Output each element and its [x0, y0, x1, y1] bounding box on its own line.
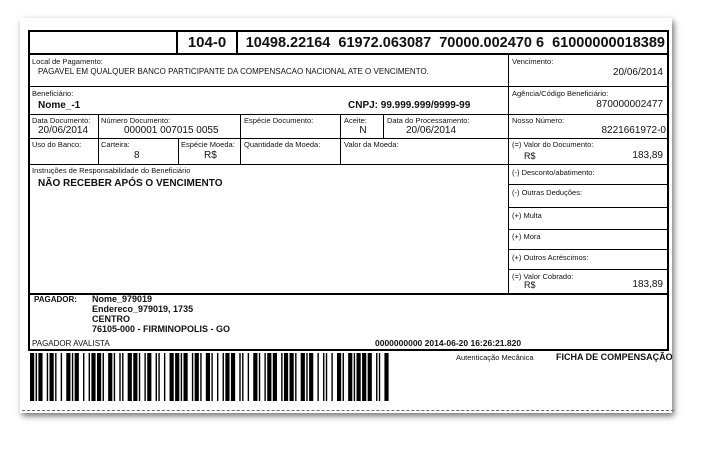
desconto-label: (-) Desconto/abatimento:: [512, 168, 595, 177]
nosso-numero-label: Nosso Número:: [512, 116, 565, 125]
outros-acrescimos-label: (+) Outros Acréscimos:: [512, 253, 589, 262]
cell-divider: [340, 138, 341, 164]
barcode: [30, 353, 390, 401]
side-divider: [508, 249, 669, 250]
row-divider: [28, 164, 669, 165]
side-divider: [508, 184, 669, 185]
cell-divider: [240, 114, 241, 138]
aceite-value: N: [359, 125, 367, 136]
row-divider: [28, 138, 669, 139]
valor-cobrado-label: (=) Valor Cobrado:: [512, 272, 574, 281]
valor-moeda-label: Valor da Moeda:: [344, 140, 399, 149]
beneficiario-cnpj: CNPJ: 99.999.999/9999-99: [348, 100, 471, 111]
valor-cobrado-value: 183,89: [632, 279, 663, 290]
cell-divider: [178, 138, 179, 164]
uso-banco-label: Uso do Banco:: [32, 140, 82, 149]
nosso-numero-value: 8221661972-0: [601, 125, 666, 136]
row-divider: [28, 114, 669, 115]
data-processamento-label: Data do Processamento:: [387, 116, 470, 125]
instrucoes-value: NÃO RECEBER APÓS O VENCIMENTO: [38, 178, 223, 189]
numero-documento-label: Número Documento:: [101, 116, 171, 125]
valor-documento-label: (=) Valor do Documento:: [512, 140, 594, 149]
bank-code: 104-0: [187, 34, 227, 51]
cell-divider: [383, 114, 384, 138]
side-divider: [508, 207, 669, 208]
agencia-label: Agência/Código Beneficiário:: [512, 89, 609, 98]
autenticacao-label: Autenticação Mecânica: [456, 353, 534, 362]
cell-divider: [98, 114, 99, 138]
especie-moeda-value: R$: [204, 150, 217, 161]
digitable-line: 10498.22164 61972.063087 70000.002470 6 61000000018389: [245, 35, 665, 51]
quantidade-moeda-label: Quantidade da Moeda:: [244, 140, 321, 149]
row-divider: [28, 86, 669, 87]
valor-documento-currency: R$: [524, 151, 536, 161]
especie-documento-label: Espécie Documento:: [244, 116, 314, 125]
data-documento-label: Data Documento:: [32, 116, 91, 125]
cut-line: [22, 410, 674, 411]
pagador-avalista-label: PAGADOR AVALISTA: [32, 339, 110, 348]
pagador-cidade: 76105-000 - FIRMINOPOLIS - GO: [92, 324, 231, 334]
pagador-endereco: Endereco_979019, 1735: [92, 304, 194, 314]
multa-label: (+) Multa: [512, 211, 542, 220]
carteira-label: Carteira:: [101, 140, 130, 149]
pagador-avalista-value: 0000000000 2014-06-20 16:26:21.820: [375, 338, 522, 348]
vencimento-label: Vencimento:: [512, 57, 554, 66]
mora-label: (+) Mora: [512, 232, 541, 241]
side-divider: [508, 229, 669, 230]
pagador-label: PAGADOR:: [34, 295, 77, 304]
header-divider: [236, 30, 238, 55]
data-documento-value: 20/06/2014: [38, 125, 89, 136]
cell-divider: [240, 138, 241, 164]
aceite-label: Aceite:: [344, 116, 367, 125]
carteira-value: 8: [134, 150, 140, 161]
pagamento-value: PAGAVEL EM QUALQUER BANCO PARTICIPANTE DA COMPENSACAO NACIONAL ATE O VENCIMENTO.: [38, 67, 429, 76]
header-divider: [176, 30, 178, 55]
especie-moeda-label: Espécie Moeda:: [181, 140, 235, 149]
beneficiario-label: Beneficiário:: [32, 89, 74, 98]
numero-documento-value: 000001 007015 0055: [124, 125, 219, 136]
instrucoes-label: Instruções de Responsabilidade do Beneficiário: [32, 166, 191, 175]
valor-cobrado-currency: R$: [524, 280, 536, 290]
cell-divider: [98, 138, 99, 164]
vencimento-value: 20/06/2014: [612, 67, 663, 78]
data-processamento-value: 20/06/2014: [406, 125, 457, 136]
pagador-bairro: CENTRO: [92, 314, 130, 324]
agencia-value: 870000002477: [596, 99, 663, 110]
pagador-nome: Nome_979019: [92, 294, 153, 304]
beneficiario-value: Nome_-1: [38, 100, 81, 111]
right-column-divider: [508, 55, 509, 294]
cell-divider: [340, 114, 341, 138]
outras-deducoes-label: (-) Outras Deduções:: [512, 188, 583, 197]
side-divider: [508, 269, 669, 270]
valor-documento-value: 183,89: [632, 150, 663, 161]
pagamento-label: Local de Pagamento:: [32, 57, 103, 66]
ficha-compensacao-label: FICHA DE COMPENSAÇÃO: [556, 352, 673, 362]
